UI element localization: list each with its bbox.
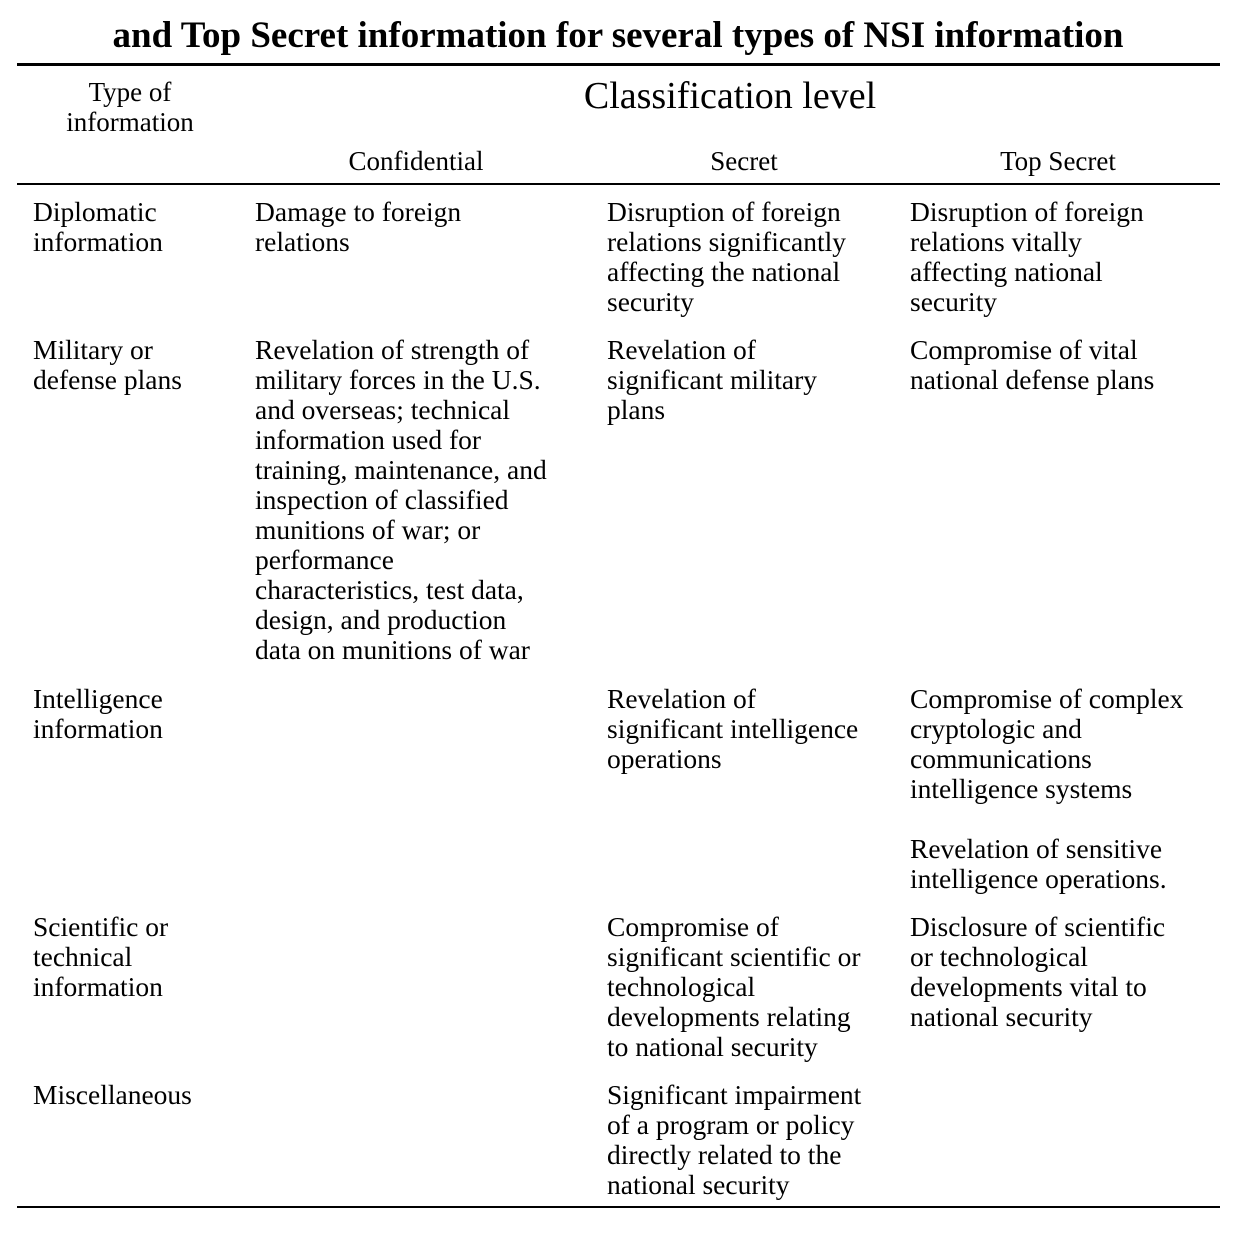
header-confidential: Confidential <box>348 146 484 176</box>
row-diplomatic-top-secret: Disruption of foreign relations vitally affecting national security <box>910 196 1144 317</box>
row-military-top-secret: Compromise of vital national defense plans <box>910 334 1155 395</box>
header-rule <box>17 183 1220 185</box>
row-miscellaneous-type: Miscellaneous <box>33 1079 192 1110</box>
header-secret: Secret <box>710 146 778 176</box>
row-miscellaneous-secret: Significant impairment of a program or policy directly related to the national security <box>607 1079 862 1200</box>
table-title: and Top Secret information for several types of NSI information <box>112 15 1124 56</box>
row-scientific-top-secret: Disclosure of scientific or technological developments vital to national security <box>910 911 1166 1032</box>
row-scientific-secret: Compromise of significant scientific or technological developments relating to national security <box>607 911 861 1062</box>
header-top-secret: Top Secret <box>1000 146 1116 176</box>
row-intelligence-top-secret: Compromise of complex cryptologic and communications intelligence systems Revelation of sensitive intelligence operations. <box>910 683 1184 894</box>
row-diplomatic-secret: Disruption of foreign relations significantly affecting the national security <box>607 196 847 317</box>
row-intelligence-type: Intelligence information <box>33 683 163 744</box>
row-diplomatic-confidential: Damage to foreign relations <box>255 196 462 257</box>
row-military-confidential: Revelation of strength of military forces in the U.S. and overseas; technical information used for training, maintenance, and inspection of classified munitions of war; or performance characteristics, test data, design, and production data on munitions of war <box>255 334 547 665</box>
header-type-of-information: Type of information <box>66 77 194 137</box>
row-scientific-type: Scientific or technical information <box>33 911 169 1002</box>
header-classification-level: Classification level <box>583 75 877 117</box>
row-military-type: Military or defense plans <box>33 334 182 395</box>
row-diplomatic-type: Diplomatic information <box>33 196 163 257</box>
bottom-rule <box>17 1206 1220 1208</box>
row-military-secret: Revelation of significant military plans <box>607 334 818 425</box>
row-intelligence-secret: Revelation of significant intelligence operations <box>607 683 859 774</box>
top-rule <box>17 63 1220 66</box>
